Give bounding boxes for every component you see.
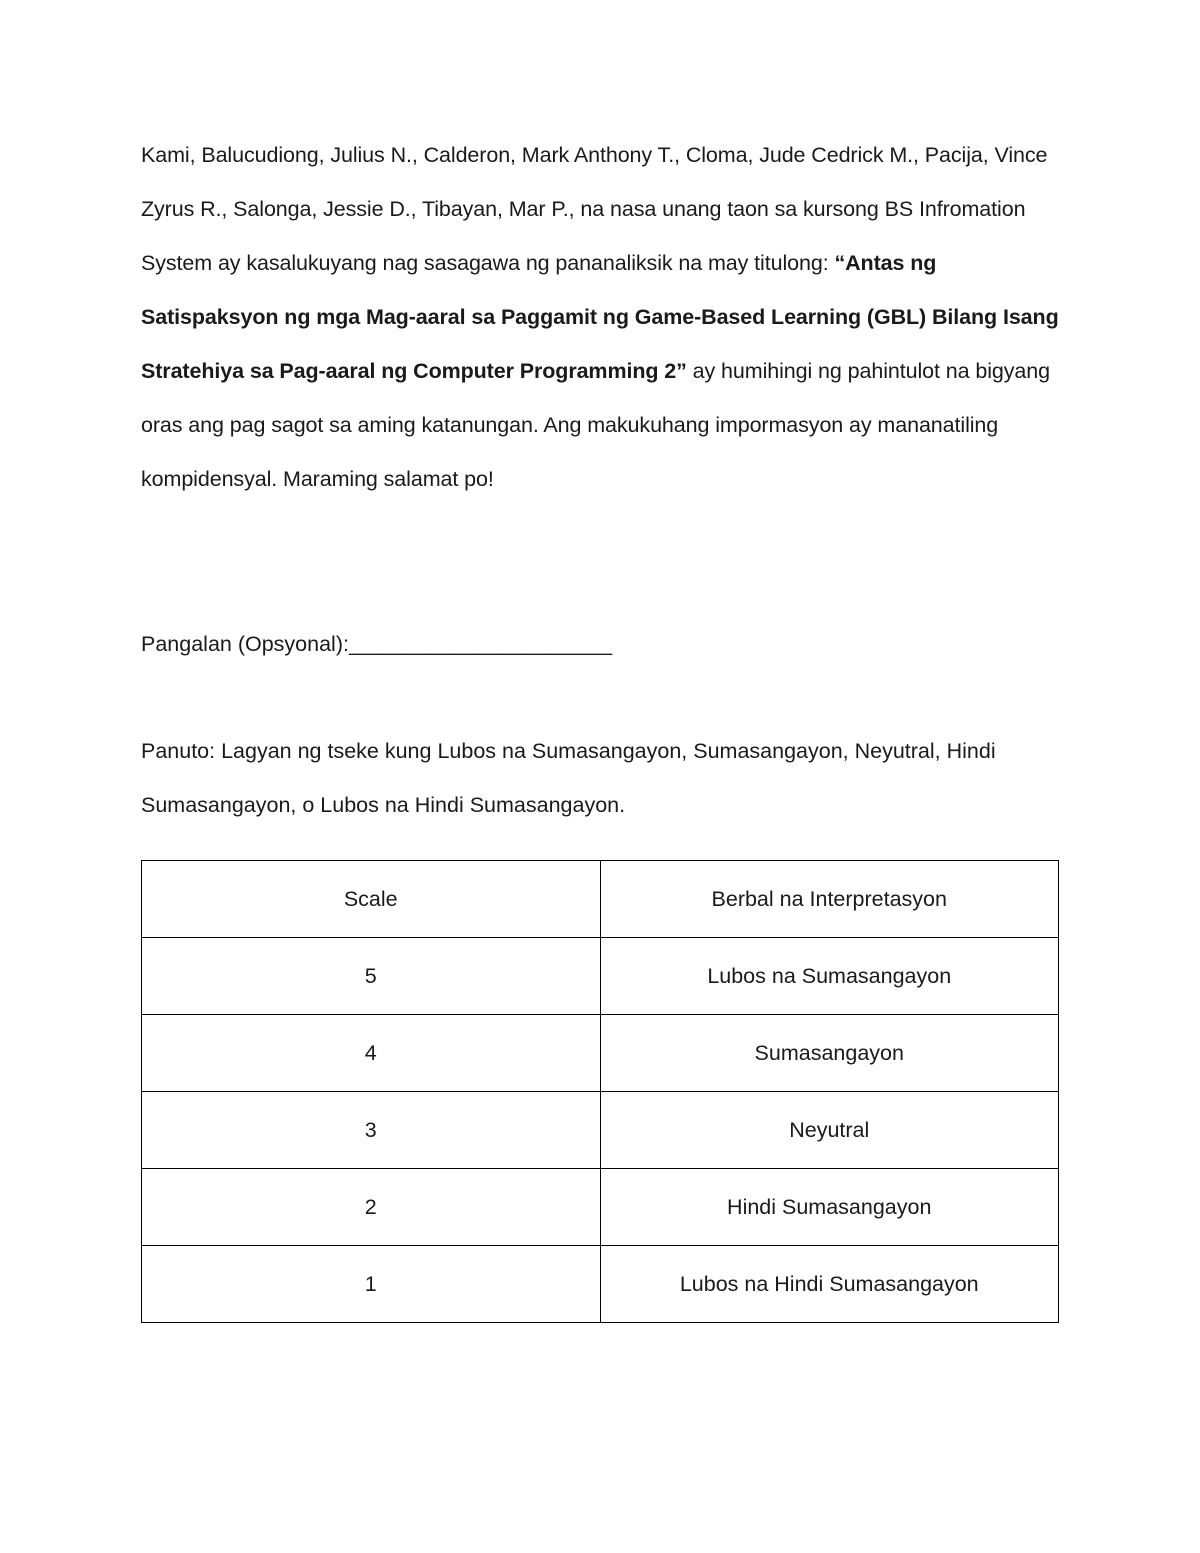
name-field-blank[interactable]: ______________________	[348, 632, 613, 656]
name-field	[141, 617, 612, 671]
table-row	[142, 1092, 1059, 1169]
scale-value: 3	[142, 1092, 601, 1169]
research-title: “Antas ng Satispaksyon ng mga Mag-aaral sa Paggamit ng Game-Based Learning (GBL) Bilang Isang Stratehiya sa Pag-aaral ng Computer Programming 2”	[141, 251, 1059, 383]
scale-table	[141, 860, 1059, 1323]
table-row	[142, 1169, 1059, 1246]
scale-value: 2	[142, 1169, 601, 1246]
intro-text: Kami, Balucudiong, Julius N., Calderon, Mark Anthony T., Cloma, Jude Cedrick M., Pacija, Vince Zyrus R., Salonga, Jessie D., Tibayan, Mar P., na nasa unang taon sa kursong BS Infromation System ay kasalukuyang nag sasagawa ng pananaliksik na may titulong:	[141, 143, 1048, 275]
table-row	[142, 1015, 1059, 1092]
table-row	[142, 1246, 1059, 1323]
interpretation-value: Lubos na Sumasangayon	[600, 938, 1059, 1015]
scale-value: 1	[142, 1246, 601, 1323]
interpretation-value: Lubos na Hindi Sumasangayon	[600, 1246, 1059, 1323]
header-scale: Scale	[142, 861, 601, 938]
header-interpretation: Berbal na Interpretasyon	[600, 861, 1059, 938]
interpretation-value: Sumasangayon	[600, 1015, 1059, 1092]
scale-value: 5	[142, 938, 601, 1015]
instructions: Panuto: Lagyan ng tseke kung Lubos na Sumasangayon, Sumasangayon, Neyutral, Hindi Sumasangayon, o Lubos na Hindi Sumasangayon.	[141, 739, 996, 817]
interpretation-value: Neyutral	[600, 1092, 1059, 1169]
scale-value: 4	[142, 1015, 601, 1092]
intro-text-continued: ay humihingi ng pahintulot na bigyang oras ang pag sagot sa aming katanungan. Ang makukuhang impormasyon ay mananatiling kompidensyal. Maraming salamat po!	[141, 359, 1050, 491]
intro-paragraph	[141, 128, 1059, 506]
interpretation-value: Hindi Sumasangayon	[600, 1169, 1059, 1246]
name-field-label: Pangalan (Opsyonal):	[141, 632, 349, 656]
table-header-row	[142, 861, 1059, 938]
table-row	[142, 938, 1059, 1015]
document-page	[141, 128, 1059, 1296]
